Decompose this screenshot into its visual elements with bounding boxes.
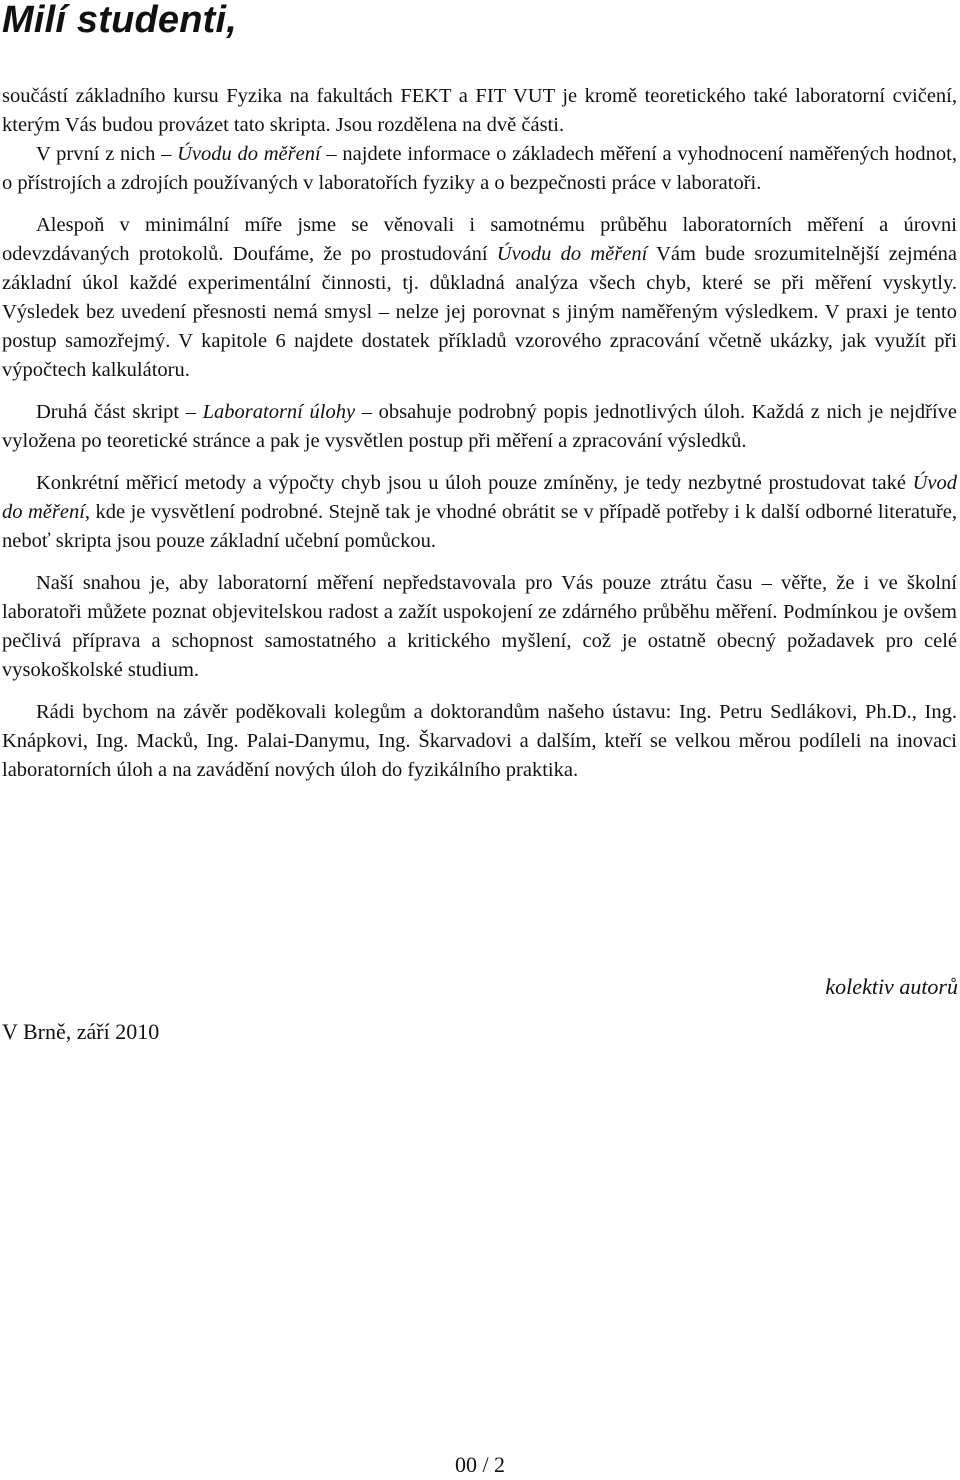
paragraph-methods-text-end: , kde je vysvětlení podrobné. Stejně tak je vhodné obrátit se v případě potřeby i k další odborné literatuře, neboť skripta jsou pouze základní učební pomůckou. — [2, 501, 957, 552]
title-uvod-do-mereni-2: Úvodu do měření — [496, 243, 648, 265]
paragraph-intro: součástí základního kursu Fyzika na fakultách FEKT a FIT VUT je kromě teoretického také laboratorní cvičení, kterým Vás budou provázet tato skripta. Jsou rozdělena na dvě části. — [2, 85, 957, 136]
paragraph-second-part — [2, 398, 957, 456]
paragraph-acknowledgements: Rádi bychom na závěr poděkovali kolegům a doktorandům našeho ústavu: Ing. Petru Sedlákovi, Ph.D., Ing. Knápkovi, Ing. Macků, Ing. Palai-Danymu, Ing. Škarvadovi a dalším, kteří se velkou měrou podíleli na inovaci laboratorních úloh a na zavádění nových úloh do fyzikálního praktika. — [2, 701, 957, 781]
paragraph-first-part — [2, 140, 957, 198]
title-laboratorni-ulohy: Laboratorní úlohy — [202, 401, 356, 423]
title-uvod-do-mereni: Úvodu do měření — [177, 143, 321, 165]
paragraph-aim: Naší snahou je, aby laboratorní měření nepředstavovala pro Vás pouze ztrátu času – věřte, že i ve školní laboratoři můžete poznat objevitelskou radost a zažít uspokojení ze zdárného průběhu měření. Podmínkou je ovšem pečlivá příprava a schopnost samostatného a kritického myšlení, což je ostatně obecný požadavek pro celé vysokoškolské studium. — [2, 572, 957, 681]
title-uvod-do-mereni-3: Úvod do měření — [2, 472, 957, 523]
page-heading: Milí studenti, — [2, 0, 238, 41]
paragraph-second-part-text-end: – obsahuje podrobný popis jednotlivých úloh. Každá z nich je nejdříve vyložena po teoretické stránce a pak je vysvětlen postup při měření a zpracování výsledků. — [2, 401, 957, 452]
paragraph-first-part-text-end: – najdete informace o základech měření a vyhodnocení naměřených hodnot, o přístrojích a zdrojích používaných v laboratořích fyziky a o bezpečnosti práce v laboratoři. — [2, 143, 957, 194]
paragraph-methods — [2, 469, 957, 556]
document-body — [2, 82, 957, 798]
paragraph-protocols — [2, 211, 957, 385]
paragraph-protocols-text-end: Vám bude srozumitelnější zejména základní úkol každé experimentální činnosti, tj. důkladná analýza všech chyb, které se při měření vyskytly. Výsledek bez uvedení přesnosti nemá smysl – nelze jej porovnat s jiným naměřeným výsledkem. V praxi je tento postup samozřejmý. V kapitole 6 najdete dostatek příkladů vzorového zpracování včetně ukázky, jak využít při výpočtech kalkulátoru. — [2, 243, 957, 381]
paragraph-first-part-text-start: V první z nich – — [36, 143, 178, 165]
paragraph-protocols-text-start: Alespoň v minimální míře jsme se věnovali i samotnému průběhu laboratorních měření a úrovni odevzdávaných protokolů. Doufáme, že po prostudování — [2, 214, 957, 265]
paragraph-methods-text-start: Konkrétní měřicí metody a výpočty chyb jsou u úloh pouze zmíněny, je tedy nezbytné prostudovat také — [36, 472, 913, 494]
place-and-date: V Brně, září 2010 — [2, 1019, 160, 1044]
author-signature: kolektiv autorů — [825, 974, 958, 999]
paragraph-second-part-text-start: Druhá část skript – — [36, 401, 203, 423]
page-number: 00 / 2 — [454, 1452, 506, 1477]
